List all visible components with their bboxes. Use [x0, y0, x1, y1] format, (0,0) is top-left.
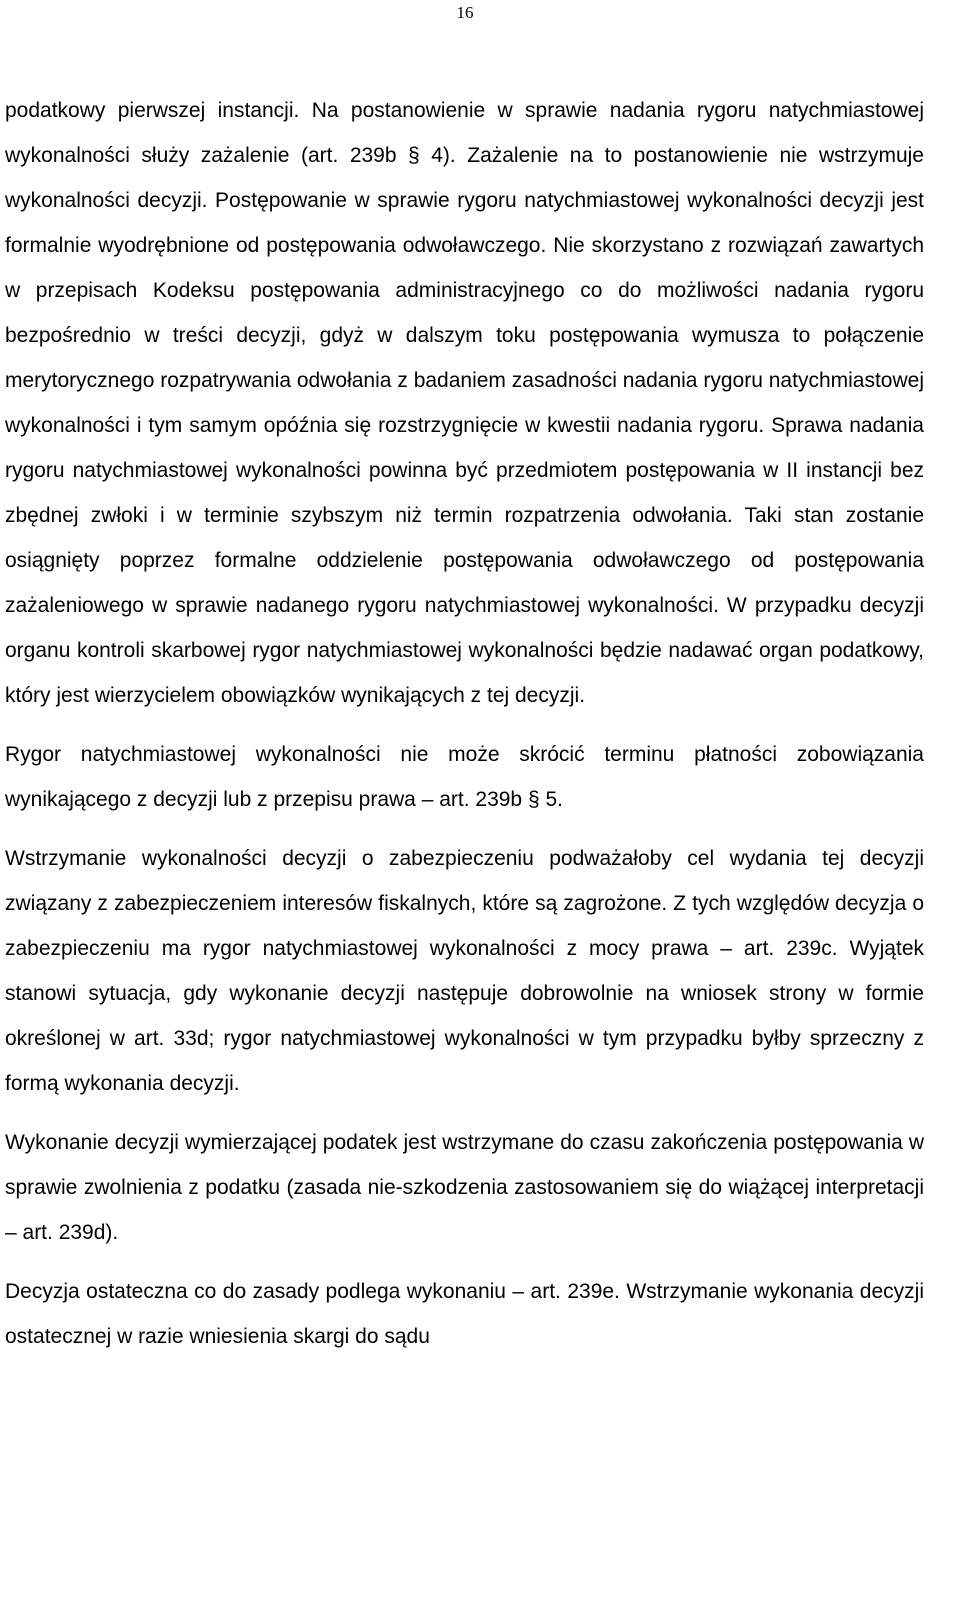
paragraph-security-decision: Wstrzymanie wykonalności decyzji o zabezpieczeniu podważałoby cel wydania tej decyzji związany z zabezpieczeniem interesów fiskalnych, które są zagrożone. Z tych względów decyzja o zabezpieczeniu ma rygor natychmiastowej wykonalności z mocy prawa – art. 239c. Wyjątek stanowi sytuacja, gdy wykonanie decyzji następuje dobrowolnie na wniosek strony w formie określonej w art. 33d; rygor natychmiastowej wykonalności w tym przypadku byłby sprzeczny z formą wykonania decyzji. [5, 847, 924, 1095]
paragraph-final-decision: Decyzja ostateczna co do zasady podlega wykonaniu – art. 239e. Wstrzymanie wykonania decyzji ostatecznej w razie wniesienia skargi do sądu [5, 1280, 924, 1348]
document-body [5, 88, 924, 1359]
paragraph-payment-term: Rygor natychmiastowej wykonalności nie może skrócić terminu płatności zobowiązania wynikającego z decyzji lub z przepisu prawa – art. 239b § 5. [5, 743, 924, 811]
paragraph-rygor-procedure: podatkowy pierwszej instancji. Na postanowienie w sprawie nadania rygoru natychmiastowej wykonalności służy zażalenie (art. 239b § 4). Zażalenie na to postanowienie nie wstrzymuje wykonalności decyzji. Postępowanie w sprawie rygoru natychmiastowej wykonalności decyzji jest formalnie wyodrębnione od postępowania odwoławczego. Nie skorzystano z rozwiązań zawartych w przepisach Kodeksu postępowania administracyjnego co do możliwości nadania rygoru bezpośrednio w treści decyzji, gdyż w dalszym toku postępowania wymusza to połączenie merytorycznego rozpatrywania odwołania z badaniem zasadności nadania rygoru natychmiastowej wykonalności i tym samym opóźnia się rozstrzygnięcie w kwestii nadania rygoru. Sprawa nadania rygoru natychmiastowej wykonalności powinna być przedmiotem postępowania w II instancji bez zbędnej zwłoki i w terminie szybszym niż termin rozpatrzenia odwołania. Taki stan zostanie osiągnięty poprzez formalne oddzielenie postępowania odwoławczego od postępowania zażaleniowego w sprawie nadanego rygoru natychmiastowej wykonalności. W przypadku decyzji organu kontroli skarbowej rygor natychmiastowej wykonalności będzie nadawać organ podatkowy, który jest wierzycielem obowiązków wynikających z tej decyzji. [5, 99, 924, 707]
page-number: 16 [456, 3, 474, 22]
paragraph-tax-exemption: Wykonanie decyzji wymierzającej podatek jest wstrzymane do czasu zakończenia postępowania w sprawie zwolnienia z podatku (zasada nie-szkodzenia zastosowaniem się do wiążącej interpretacji – art. 239d). [5, 1131, 924, 1244]
